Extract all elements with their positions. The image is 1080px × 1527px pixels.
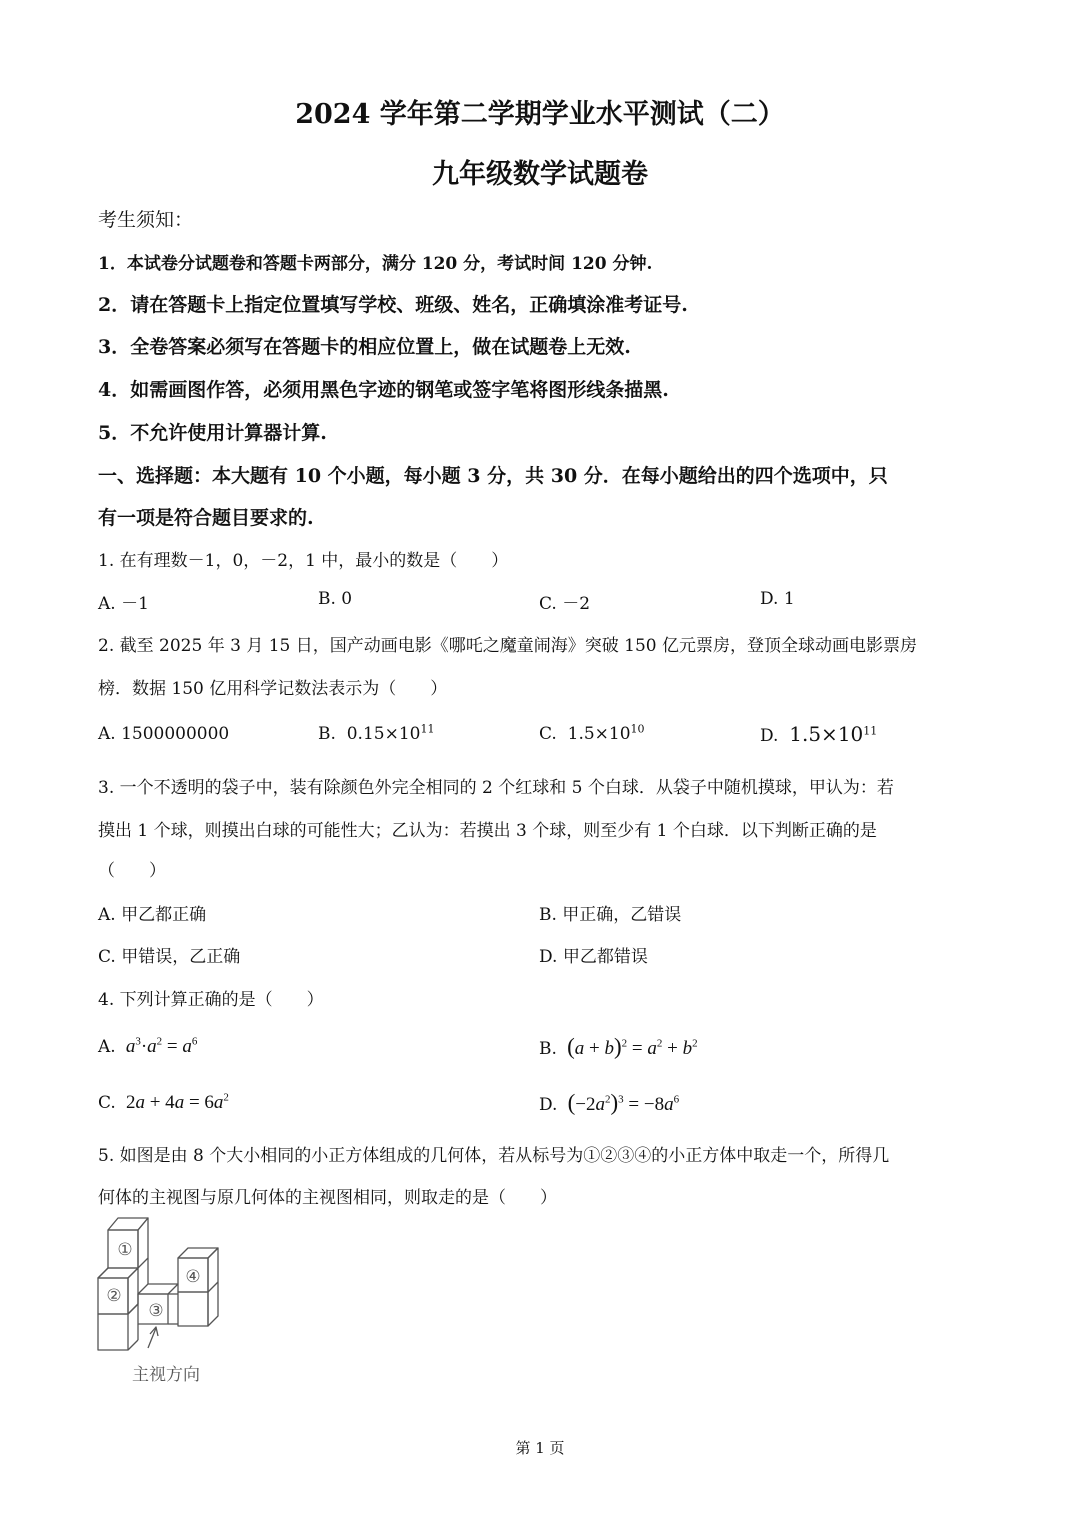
notice-heading: 考生须知：: [98, 209, 194, 231]
q2-option-c-exp: 10: [630, 722, 645, 736]
q2-option-d: [760, 722, 877, 746]
q5-cube-figure: [90, 1210, 240, 1390]
page-subtitle: 九年级数学试题卷: [432, 159, 648, 190]
q1-option-b: B. 0: [318, 589, 353, 609]
q2-option-c-base: 1.5×10: [567, 724, 631, 744]
q2-option-c-label: C.: [539, 724, 557, 744]
q3-option-d: D. 甲乙都错误: [539, 947, 648, 967]
q1-option-d: D. 1: [760, 589, 795, 609]
cube-label-2: ②: [106, 1286, 122, 1306]
cube4-top-face: [178, 1248, 218, 1258]
q5-stem-line2: 何体的主视图与原几何体的主视图相同，则取走的是（ ）: [98, 1188, 557, 1208]
q2-option-b: [318, 724, 434, 744]
q1-option-a: A. －1: [98, 594, 149, 614]
q2-option-c: [539, 724, 645, 744]
notice-item-4: 4．如需画图作答，必须用黑色字迹的钢笔或签字笔将图形线条描黑.: [98, 379, 669, 401]
q4-option-d-formula: $(-2a^2)^3 = -8a^6$: [567, 1090, 680, 1115]
q4-stem: 4. 下列计算正确的是（ ）: [98, 990, 324, 1010]
joint-line: [128, 1304, 138, 1314]
right-mid-edge: [208, 1282, 218, 1292]
q4-option-c-formula: $2a + 4a = 6a^2$: [125, 1091, 229, 1113]
q2-stem-line1: 2. 截至 2025 年 3 月 15 日，国产动画电影《哪吒之魔童闹海》突破 150 亿元票房，登顶全球动画电影票房: [98, 636, 918, 656]
q3-option-b: B. 甲正确，乙错误: [539, 905, 682, 925]
q1-option-c: C. －2: [539, 594, 591, 614]
q4-option-b: [539, 1034, 698, 1060]
q4-option-b-formula: $(a + b)^2 = a^2 + b^2$: [567, 1034, 698, 1059]
q2-stem-line2: 榜．数据 150 亿用科学记数法表示为（ ）: [98, 679, 448, 699]
section-heading-line2: 有一项是符合题目要求的.: [98, 507, 314, 529]
cube-label-3: ③: [148, 1301, 164, 1321]
cube2-top-face: [98, 1268, 138, 1278]
q3-option-a: A. 甲乙都正确: [98, 905, 207, 925]
cube2-side-face: [128, 1268, 138, 1314]
q2-option-b-exp: 11: [420, 722, 435, 736]
q3-stem-line3: （ ）: [98, 861, 166, 881]
q2-option-b-base: 0.15×10: [346, 724, 421, 744]
q3-stem-line1: 3. 一个不透明的袋子中，装有除颜色外完全相同的 2 个红球和 5 个白球．从袋子中随机摸球，甲认为：若: [98, 778, 894, 798]
notice-item-5: 5．不允许使用计算器计算.: [98, 422, 327, 444]
q2-option-d-label: D.: [760, 726, 779, 746]
q4-option-a-label: A.: [98, 1037, 116, 1057]
page-number: 第 1 页: [515, 1439, 565, 1457]
q2-option-b-label: B.: [318, 724, 336, 744]
q4-option-c-label: C.: [98, 1093, 116, 1113]
q4-option-b-label: B.: [539, 1039, 557, 1059]
q2-option-a: A. 1500000000: [98, 724, 230, 744]
cube-right-bottom-front: [178, 1292, 208, 1326]
q3-stem-line2: 摸出 1 个球，则摸出白球的可能性大；乙认为：若摸出 3 个球，则至少有 1 个白球．以下判断正确的是: [98, 821, 877, 841]
cube-bottom-left-front: [98, 1314, 128, 1350]
section-heading-line1: 一、选择题：本大题有 10 个小题，每小题 3 分，共 30 分．在每小题给出的四个选项中，只: [98, 465, 888, 487]
notice-item-3: 3．全卷答案必须写在答题卡的相应位置上，做在试题卷上无效.: [98, 336, 631, 358]
cube-label-1: ①: [117, 1240, 133, 1260]
cube1-side-face: [138, 1218, 148, 1268]
base-edge-left: [128, 1340, 138, 1350]
cube1-top-face: [108, 1218, 148, 1230]
q5-stem-line1: 5. 如图是由 8 个大小相同的小正方体组成的几何体，若从标号为①②③④的小正方体中取走一个，所得几: [98, 1146, 890, 1166]
q4-option-d: [539, 1090, 679, 1116]
q3-option-c: C. 甲错误，乙正确: [98, 947, 241, 967]
q4-option-a: [98, 1036, 197, 1058]
q2-option-d-base: 1.5×10: [789, 722, 864, 746]
cube3-top-face: [138, 1284, 178, 1294]
q4-option-d-label: D.: [539, 1095, 558, 1115]
q2-option-d-exp: 11: [863, 724, 878, 738]
view-direction-caption: 主视方向: [132, 1365, 200, 1385]
q4-option-c: [98, 1092, 229, 1114]
notice-item-1: 1．本试卷分试题卷和答题卡两部分，满分 120 分，考试时间 120 分钟.: [98, 254, 653, 274]
q4-option-a-formula: $a^3\cdot a^2 = a^6$: [121, 1035, 198, 1057]
page-title: 2024 学年第二学期学业水平测试（二）: [295, 99, 785, 130]
cube-label-4: ④: [185, 1267, 201, 1287]
q1-stem: 1. 在有理数－1，0，－2，1 中，最小的数是（ ）: [98, 551, 509, 571]
notice-item-2: 2．请在答题卡上指定位置填写学校、班级、姓名，正确填涂准考证号.: [98, 294, 688, 316]
